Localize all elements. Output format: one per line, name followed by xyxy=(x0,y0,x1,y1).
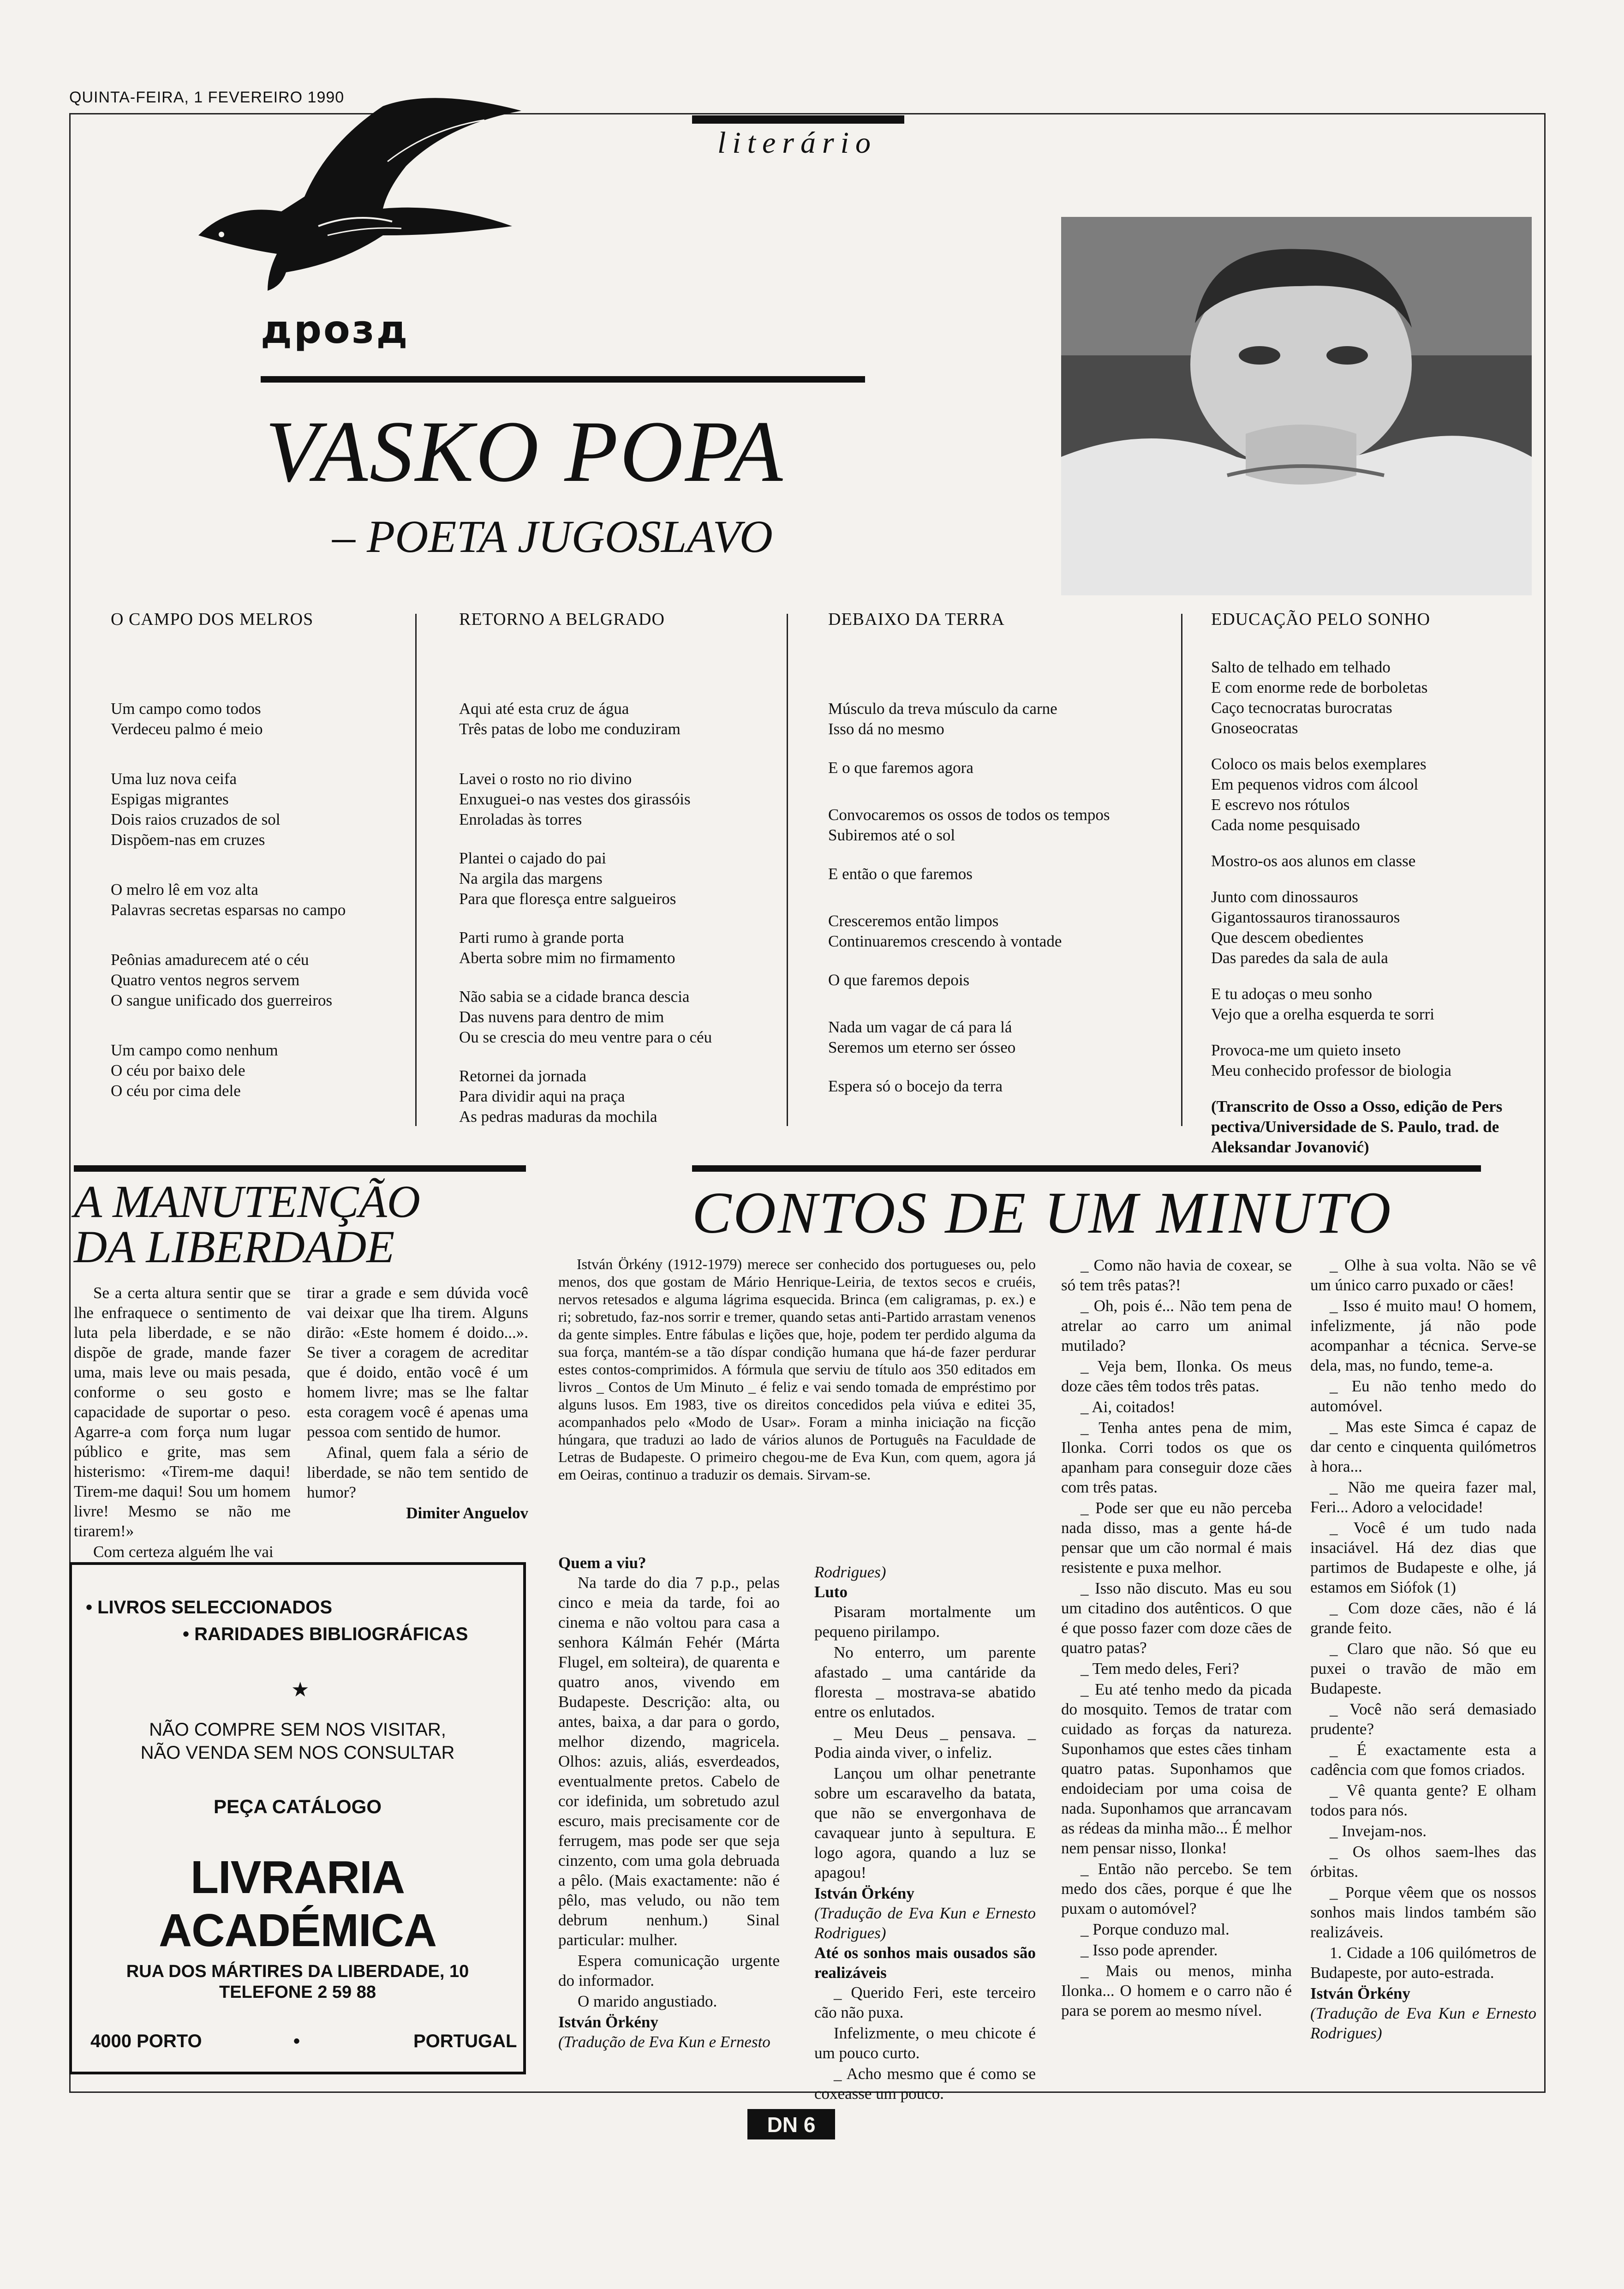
poem-title: O CAMPO DOS MELROS xyxy=(111,610,314,629)
ad-bullet: • xyxy=(293,2031,300,2051)
page-number: DN 6 xyxy=(767,2113,816,2137)
ad-line: • RARIDADES BIBLIOGRÁFICAS xyxy=(183,1624,468,1644)
bird-logo-icon xyxy=(189,88,540,302)
stanza: Peônias amadurecem até o céu Quatro ventos negros servem O sangue unificado dos guerreiros xyxy=(111,951,333,1009)
stanza: E então o que faremos xyxy=(828,865,973,883)
ad-city: 4000 PORTO xyxy=(90,2031,202,2051)
article-author: Dimiter Anguelov xyxy=(406,1504,528,1522)
story-author: István Örkény xyxy=(814,1884,914,1902)
poem-title: DEBAIXO DA TERRA xyxy=(828,610,1005,629)
poem-retorno-a-belgrado xyxy=(459,609,773,1156)
poem-campo-dos-melros xyxy=(111,609,406,1131)
story-author: István Örkény xyxy=(558,2013,658,2031)
column-divider xyxy=(415,614,417,1126)
story-sonhos-col3: _ Como não havia de coxear, se só tem três patas?! _ Oh, pois é... Não tem pena de atrelar ao carro um animal mutilado? _ Veja bem, Ilonka. Os meus doze cães têm todos três patas. _ Ai, coitados! _ Tenha antes pena de mim, Ilonka. Corri todos os que os apanham para conseguir doze cães com três patas. _ Pode ser que eu não perceba nada disso, mas a gente há-de pensar que um cão normal é mais resistente e puxa melhor. _ Isso não discuto. Mas eu sou um citadino dos autênticos. O que é que posso fazer com doze cães de quatro patas? _ Tem medo deles, Feri? _ Eu até tenho medo da picada do mosquito. Temos de tratar com cuidado as forças da natureza. Suponhamos que estes cães tinham quatro patas. Suponhamos que endoideciam por uma coisa de nada. Suponhamos que arrancavam as rédeas da minha mão... É melhor nem pensar nisso, Ilonka! _ Então não percebo. Se tem medo dos cães, porque é que lhe puxam o automóvel? _ Porque conduzo mal. _ Isso pode aprender. _ Mais ou menos, minha Ilonka... O homem e o carro não é para se porem ao mesmo nível. xyxy=(1061,1256,1292,2019)
story-translation: (Tradução de Eva Kun e Ernesto Rodrigues) xyxy=(1310,2004,1536,2042)
star-icon: ★ xyxy=(291,1678,310,1701)
stanza: Um campo como nenhum O céu por baixo dele O céu por cima dele xyxy=(111,1041,278,1100)
article-left-title: A MANUTENÇÃO DA LIBERDADE xyxy=(74,1176,420,1272)
stanza: Retornei da jornada Para dividir aqui na praça As pedras maduras da mochila xyxy=(459,1067,657,1126)
story-translation: Rodrigues) xyxy=(814,1563,886,1581)
dateline: QUINTA-FEIRA, 1 FEVEREIRO 1990 xyxy=(69,89,345,106)
story-luto: Rodrigues) Luto Pisaram mortalmente um pequeno pirilampo. No enterro, um parente afastado _ uma cantáride da floresta _ mostrava-se abatido entre os enlutados. _ Meu Deus _ pensava. _ Podia ainda viver, o infeliz. Lançou um olhar penetrante sobre um escaravelho da batata, que não se envergonhava de cavaquear junto à sepultura. E logo agora, quando a luz se apagou! István Örkény (Tradução de Eva Kun e Ernesto Rodrigues) Até os sonhos mais ousados são realizáveis _ Querido Feri, este terceiro cão não puxa. Infelizmente, o meu chicote é um pouco curto. _ Acho mesmo que é como se coxeasse um pouco. xyxy=(814,1563,1036,2103)
story-sonhos-col4: _ Olhe à sua volta. Não se vê um único carro puxado or cães! _ Isso é muito mau! O homem, infelizmente, já não pode acompanhar a técnica. Serve-se dela, mas, no fundo, teme-a. _ Eu não tenho medo do automóvel. _ Mas este Simca é capaz de dar cento e cinquenta quilómetros à hora... _ Não me queira fazer mal, Feri... Adoro a velocidade! _ Você é um tudo nada insaciável. Há dez dias que partimos de Budapeste e olhe, já estamos em Siófok (1) _ Com doze cães, não é lá grande feito. _ Claro que não. Só que eu puxei o travão de mão em Budapeste. _ Você não será demasiado prudente? _ É exactamente esta a cadência com que fomos criados. _ Vê quanta gente? E olham todos para nós. _ Invejam-nos. _ Os olhos saem-lhes das órbitas. _ Porque vêem que os nossos sonhos mais lindos também são realizáveis. 1. Cidade a 106 quilómetros de Budapeste, por auto-estrada. István Örkény (Tradução de Eva Kun e Ernesto Rodrigues) xyxy=(1310,1256,1536,2042)
ad-slogan: NÃO COMPRE SEM NOS VISITAR, xyxy=(149,1720,446,1740)
stanza: Espera só o bocejo da terra xyxy=(828,1077,1003,1095)
story-author: István Örkény xyxy=(1310,1984,1410,2002)
story-translation: (Tradução de Eva Kun e Ernesto Rodrigues) xyxy=(814,1904,1036,1942)
stanza: Não sabia se a cidade branca descia Das nuvens para dentro de mim Ou se crescia do meu ventre para o céu xyxy=(459,988,712,1046)
stanza: Coloco os mais belos exemplares Em pequenos vidros com álcool E escrevo nos rótulos Cada nome pesquisado xyxy=(1211,755,1427,834)
ad-phone: TELEFONE 2 59 88 xyxy=(219,1983,376,2002)
article-rule xyxy=(692,1165,1481,1172)
brand-cyrillic: дрозд xyxy=(261,307,410,352)
ad-store-name: LIVRARIA ACADÉMICA xyxy=(158,1852,437,1956)
portrait-photo xyxy=(1061,217,1532,595)
feature-title: VASKO POPA xyxy=(265,403,785,500)
ad-line: • LIVROS SELECCIONADOS xyxy=(86,1597,333,1618)
story-translation: (Tradução de Eva Kun e Ernesto xyxy=(558,2033,770,2051)
stanza: Salto de telhado em telhado E com enorme rede de borboletas Caço tecnocratas burocratas Gnoseocratas xyxy=(1211,658,1428,737)
story-heading: Quem a viu? xyxy=(558,1554,646,1572)
stanza: Músculo da treva músculo da carne Isso dá no mesmo xyxy=(828,700,1057,738)
stanza: Aqui até esta cruz de água Três patas de lobo me conduziram xyxy=(459,700,681,738)
feature-subtitle: – POETA JUGOSLAVO xyxy=(332,511,773,562)
story-heading: Luto xyxy=(814,1583,848,1601)
story-heading: Até os sonhos mais ousados são realizáveis xyxy=(814,1944,1036,1982)
ad-country: PORTUGAL xyxy=(413,2031,517,2051)
section-title: literário xyxy=(717,126,878,160)
poem-educacao-pelo-sonho xyxy=(1211,609,1534,1173)
poem-credit: (Transcrito de Osso a Osso, edição de Pers pectiva/Universidade de S. Paulo, trad. de Aleksandar Jovanović) xyxy=(1211,1097,1503,1156)
article-right-title: CONTOS DE UM MINUTO xyxy=(692,1180,1393,1246)
stanza: Mostro-os aos alunos em classe xyxy=(1211,852,1416,870)
stanza: E o que faremos agora xyxy=(828,759,973,777)
poem-title: EDUCAÇÃO PELO SONHO xyxy=(1211,610,1431,629)
poem-debaixo-da-terra xyxy=(828,609,1170,1126)
article-rule xyxy=(74,1165,526,1172)
bookstore-ad xyxy=(69,1562,526,2074)
ad-address: RUA DOS MÁRTIRES DA LIBERDADE, 10 xyxy=(126,1962,469,1981)
article-left-col1: Se a certa altura sentir que se lhe enfraquece o sentimento de luta pela liberdade, e se não dispõe de grade, mande fazer uma, mais leve ou mais pesada, conforme o seu gosto e capacidade de suportar o peso. Agarre-a com força num lugar público e grite, mas sem histerismo: «Tirem-me daqui! Tirem-me daqui! Sou um homem livre! Mesmo se não me tirarem!» Com certeza alguém lhe vai xyxy=(74,1284,291,1561)
stanza: Cresceremos então limpos Continuaremos crescendo à vontade xyxy=(828,912,1062,950)
article-left-col2: tirar a grade e sem dúvida você vai deixar que lha tirem. Alguns dirão: «Este homem é doido...». Se tiver a coragem de acreditar que é doido, então você é um homem livre; mas se lhe faltar esta coragem você é apenas uma pessoa com sentido de humor. Afinal, quem fala a sério de liberdade, se não tem sentido de humor? Dimiter Anguelov xyxy=(307,1284,528,1522)
ad-slogan: NÃO VENDA SEM NOS CONSULTAR xyxy=(140,1743,455,1763)
stanza: Um campo como todos Verdeceu palmo é meio xyxy=(111,700,263,738)
stanza: Plantei o cajado do pai Na argila das margens Para que floresça entre salgueiros xyxy=(459,849,676,908)
page-number-logo xyxy=(747,2109,835,2139)
title-rule xyxy=(261,376,865,383)
stanza: Provoca-me um quieto inseto Meu conhecido professor de biologia xyxy=(1211,1041,1451,1079)
stanza: E tu adoças o meu sonho Vejo que a orelha esquerda te sorri xyxy=(1211,985,1434,1023)
stanza: Convocaremos os ossos de todos os tempos Subiremos até o sol xyxy=(828,806,1110,844)
ad-catalog: PEÇA CATÁLOGO xyxy=(214,1796,382,1817)
stanza: Lavei o rosto no rio divino Enxuguei-o nas vestes dos girassóis Enroladas às torres xyxy=(459,770,691,828)
section-bar xyxy=(692,115,904,124)
story-quem-a-viu: Quem a viu? Na tarde do dia 7 p.p., pelas cinco e meia da tarde, foi ao cinema e não voltou para casa a senhora Kálmán Fehér (Márta Flugel, em solteira), de quarenta e quatro anos, vivendo em Budapeste. Descrição: alta, ou antes, baixa, a dar para o gordo, melhor dizendo, magricela. Olhos: azuis, aliás, esverdeados, eventualmente pretos. Cabelo de cor idefinida, um sobretudo azul escuro, mais precisamente cor de ferrugem, mas pode ser que seja cinzento, com uma gola debruada a pêlo. (Mais exactamente: não é pêlo, mas veludo, ou não tem debrum nenhum.) Sinal particular: mulher. Espera comunicação urgente do informador. O marido angustiado. István Örkény (Tradução de Eva Kun e Ernesto xyxy=(558,1554,780,2051)
stanza: Uma luz nova ceifa Espigas migrantes Dois raios cruzados de sol Dispõem-nas em cruzes xyxy=(111,770,281,849)
article-intro: István Örkény (1912-1979) merece ser conhecido dos portugueses ou, pelo menos, dos que gostam de Mário Henrique-Leiria, de textos secos e cruéis, nervos retesados e alguma lágrima esquecida. Brinca (em caligramas, p. ex.) e ri; sobretudo, faz-nos sorrir e tremer, quando setas anti-Partido arrastam venenos da gente simples. Entre fábulas e lições que, hoje, podem ter perdido alguma da sua força, mantém-se a tão díspar condição humana que há-de fazer perdurar estes contos-comprimidos. A fórmula que serviu de título aos 350 editados em livros _ Contos de Um Minuto _ é feliz e vai sendo tomada de empréstimo por alguns lusos. Em 1983, tive os direitos concedidos pela viúva e editei 35, acompanhados pelo «Modo de Usar». Foram a minha iniciação na ficção húngara, que traduzi ao lado de vários alunos de Português na Faculdade de Letras de Budapeste. O primeiro chegou-me de Eva Kun, com quem, agora já em Oeiras, continuo a traduzir os demais. Sirvam-se. xyxy=(558,1256,1036,1483)
poem-title: RETORNO A BELGRADO xyxy=(459,610,665,629)
stanza: Parti rumo à grande porta Aberta sobre mim no firmamento xyxy=(459,929,675,967)
column-divider xyxy=(1181,614,1182,1126)
stanza: Nada um vagar de cá para lá Seremos um eterno ser ósseo xyxy=(828,1018,1016,1056)
stanza: O melro lê em voz alta Palavras secretas esparsas no campo xyxy=(111,881,346,919)
stanza: O que faremos depois xyxy=(828,971,970,989)
column-divider xyxy=(787,614,788,1126)
stanza: Junto com dinossauros Gigantossauros tiranossauros Que descem obedientes Das paredes da sala de aula xyxy=(1211,888,1400,967)
